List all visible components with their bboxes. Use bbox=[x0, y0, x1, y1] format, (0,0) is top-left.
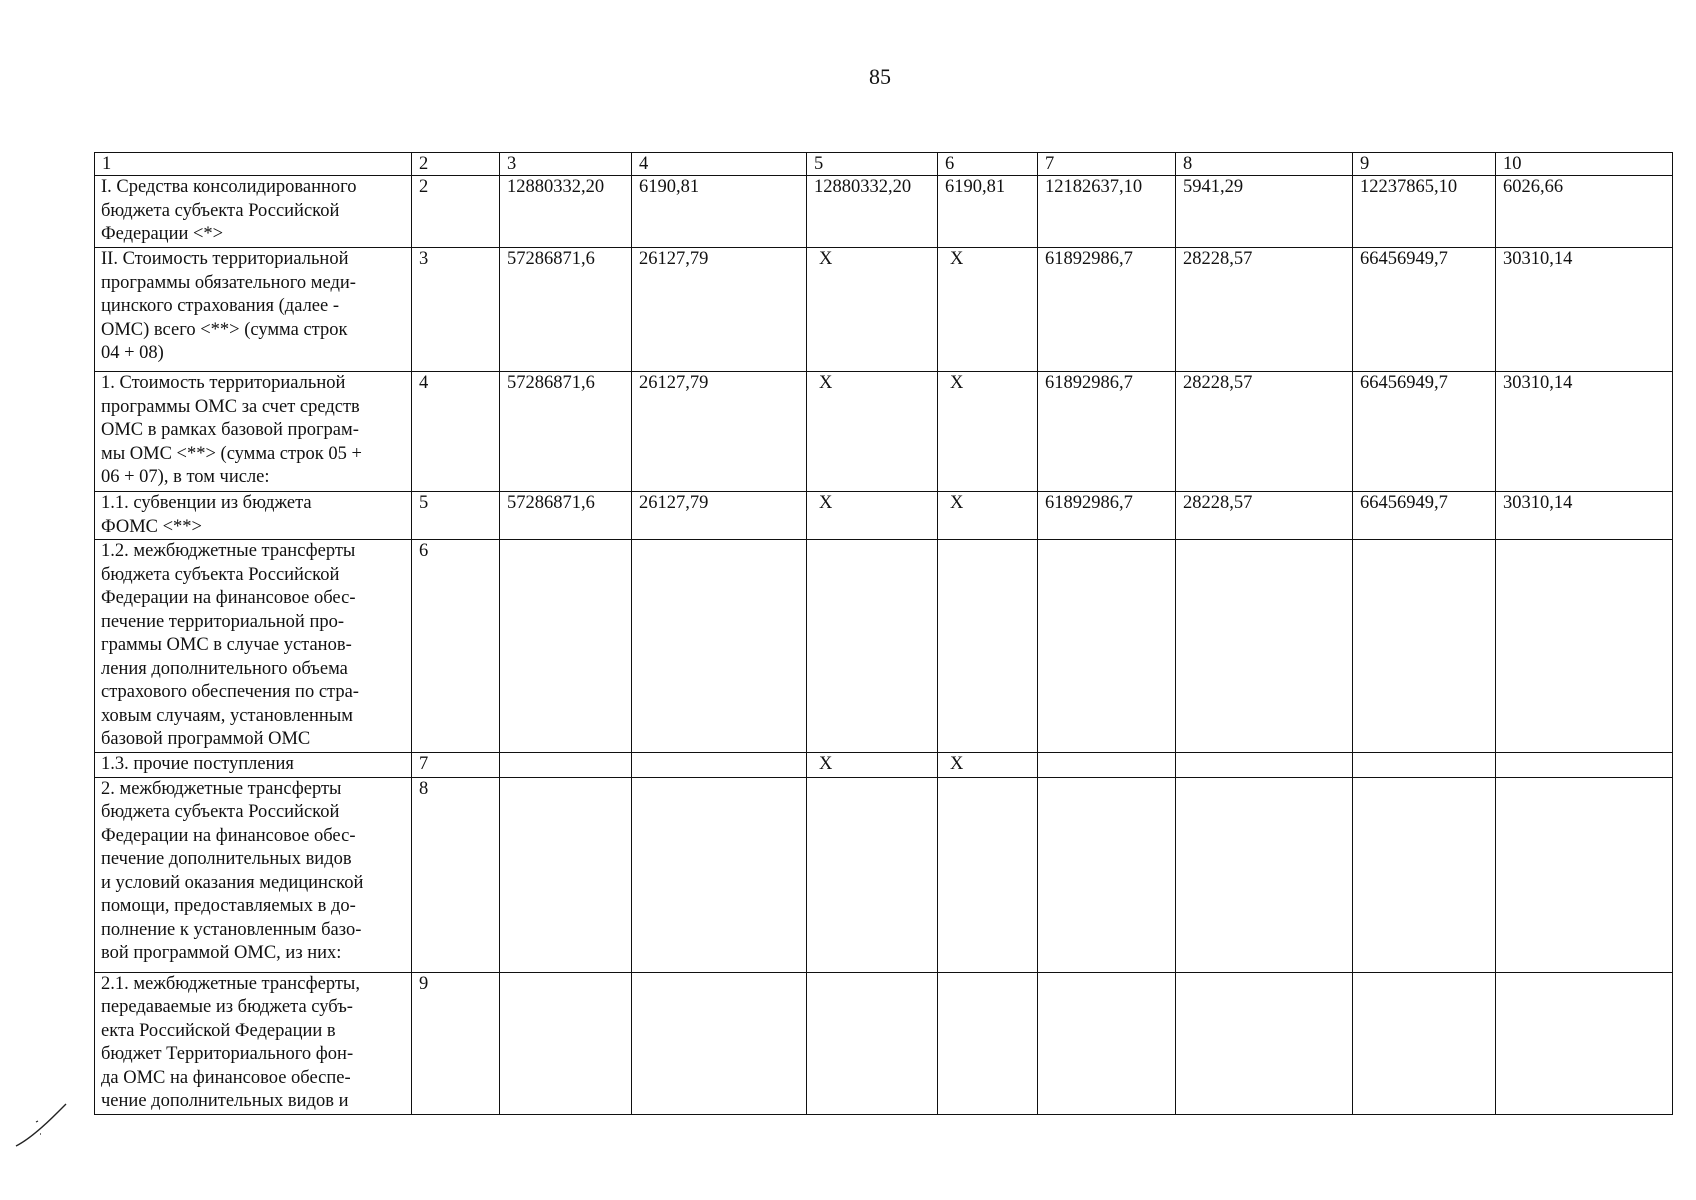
row-code: 2 bbox=[412, 176, 500, 248]
table-cell: Х bbox=[807, 753, 938, 778]
table-cell: 26127,79 bbox=[632, 248, 807, 372]
table-cell bbox=[632, 753, 807, 778]
table-row bbox=[95, 176, 1673, 248]
table-cell bbox=[1038, 753, 1176, 778]
row-label: I. Средства консолидированного бюджета субъекта Российской Федерации <*> bbox=[95, 176, 412, 248]
table-cell: 26127,79 bbox=[632, 372, 807, 492]
table-cell: 61892986,7 bbox=[1038, 492, 1176, 540]
row-label: 2. межбюджетные трансферты бюджета субъекта Российской Федерации на финансовое обес- печение дополнительных видов и условий оказания медицинской помощи, предоставляемых в до- полнение к установленным базо- вой программой ОМС, из них: bbox=[95, 777, 412, 972]
table-cell bbox=[938, 972, 1038, 1114]
column-number: 2 bbox=[412, 153, 500, 176]
table-cell: 6190,81 bbox=[938, 176, 1038, 248]
table-cell bbox=[1176, 777, 1353, 972]
table-cell: 6026,66 bbox=[1496, 176, 1673, 248]
table-row bbox=[95, 492, 1673, 540]
table-cell bbox=[1496, 753, 1673, 778]
table-cell: Х bbox=[938, 492, 1038, 540]
table-cell: 66456949,7 bbox=[1353, 248, 1496, 372]
pen-mark-scribble bbox=[14, 1098, 74, 1150]
table-row bbox=[95, 972, 1673, 1114]
table-cell bbox=[807, 972, 938, 1114]
table-cell: Х bbox=[807, 492, 938, 540]
table-cell: 12880332,20 bbox=[807, 176, 938, 248]
table-header-row bbox=[95, 153, 1673, 176]
row-label: 1. Стоимость территориальной программы ОМС за счет средств ОМС в рамках базовой програм- мы ОМС <**> (сумма строк 05 + 06 + 07), в том числе: bbox=[95, 372, 412, 492]
table-cell: 12237865,10 bbox=[1353, 176, 1496, 248]
table-cell bbox=[1353, 777, 1496, 972]
table-cell bbox=[500, 972, 632, 1114]
row-label: 1.3. прочие поступления bbox=[95, 753, 412, 778]
table-cell: 12182637,10 bbox=[1038, 176, 1176, 248]
table-cell: Х bbox=[807, 248, 938, 372]
table-cell: 30310,14 bbox=[1496, 248, 1673, 372]
table-cell: Х bbox=[938, 248, 1038, 372]
row-label: 1.1. субвенции из бюджета ФОМС <**> bbox=[95, 492, 412, 540]
table-cell bbox=[1353, 972, 1496, 1114]
column-number: 10 bbox=[1496, 153, 1673, 176]
row-label: 1.2. межбюджетные трансферты бюджета субъекта Российской Федерации на финансовое обес- печение территориальной про- граммы ОМС в случае установ- ления дополнительного объема страхового обеспечения по стра- ховым случаям, установленным базовой программой ОМС bbox=[95, 540, 412, 753]
table-cell: 57286871,6 bbox=[500, 492, 632, 540]
table-cell bbox=[500, 753, 632, 778]
table-cell bbox=[1353, 540, 1496, 753]
table-cell bbox=[1038, 777, 1176, 972]
table-cell: 30310,14 bbox=[1496, 492, 1673, 540]
row-code: 9 bbox=[412, 972, 500, 1114]
table-body bbox=[95, 153, 1673, 1115]
column-number: 5 bbox=[807, 153, 938, 176]
table-cell: 26127,79 bbox=[632, 492, 807, 540]
table-cell bbox=[938, 777, 1038, 972]
table-cell bbox=[1176, 540, 1353, 753]
table-cell bbox=[500, 777, 632, 972]
table-cell: Х bbox=[807, 372, 938, 492]
table-cell bbox=[1353, 753, 1496, 778]
row-code: 4 bbox=[412, 372, 500, 492]
table-cell bbox=[1176, 972, 1353, 1114]
table-cell bbox=[1038, 540, 1176, 753]
financing-table bbox=[94, 152, 1673, 1115]
column-number: 7 bbox=[1038, 153, 1176, 176]
table-row bbox=[95, 248, 1673, 372]
table-cell: 28228,57 bbox=[1176, 372, 1353, 492]
table-cell: 5941,29 bbox=[1176, 176, 1353, 248]
table-cell bbox=[1038, 972, 1176, 1114]
table-cell bbox=[807, 540, 938, 753]
row-code: 5 bbox=[412, 492, 500, 540]
column-number: 3 bbox=[500, 153, 632, 176]
table-row bbox=[95, 540, 1673, 753]
row-label: II. Стоимость территориальной программы обязательного меди- цинского страхования (далее - ОМС) всего <**> (сумма строк 04 + 08) bbox=[95, 248, 412, 372]
table-cell bbox=[807, 777, 938, 972]
table-cell: 30310,14 bbox=[1496, 372, 1673, 492]
table-cell bbox=[1176, 753, 1353, 778]
table-row bbox=[95, 372, 1673, 492]
row-label: 2.1. межбюджетные трансферты, передаваемые из бюджета субъ- екта Российской Федерации в бюджет Территориального фон- да ОМС на финансовое обеспе- чение дополнительных видов и bbox=[95, 972, 412, 1114]
column-number: 6 bbox=[938, 153, 1038, 176]
table-cell bbox=[1496, 972, 1673, 1114]
table-cell: 28228,57 bbox=[1176, 492, 1353, 540]
table-cell: 61892986,7 bbox=[1038, 248, 1176, 372]
row-code: 8 bbox=[412, 777, 500, 972]
table-row bbox=[95, 753, 1673, 778]
table-cell bbox=[632, 540, 807, 753]
table-cell bbox=[1496, 540, 1673, 753]
table-cell: Х bbox=[938, 753, 1038, 778]
column-number: 8 bbox=[1176, 153, 1353, 176]
row-code: 3 bbox=[412, 248, 500, 372]
table-cell: Х bbox=[938, 372, 1038, 492]
table-cell bbox=[500, 540, 632, 753]
table-cell bbox=[938, 540, 1038, 753]
row-code: 7 bbox=[412, 753, 500, 778]
table-cell: 57286871,6 bbox=[500, 248, 632, 372]
table-cell bbox=[1496, 777, 1673, 972]
table-cell: 6190,81 bbox=[632, 176, 807, 248]
page-number: 85 bbox=[869, 64, 891, 89]
table-cell: 61892986,7 bbox=[1038, 372, 1176, 492]
table-cell: 28228,57 bbox=[1176, 248, 1353, 372]
column-number: 1 bbox=[95, 153, 412, 176]
column-number: 9 bbox=[1353, 153, 1496, 176]
table-cell: 66456949,7 bbox=[1353, 372, 1496, 492]
row-code: 6 bbox=[412, 540, 500, 753]
table-cell: 12880332,20 bbox=[500, 176, 632, 248]
table-cell: 66456949,7 bbox=[1353, 492, 1496, 540]
table-cell bbox=[632, 972, 807, 1114]
table-cell: 57286871,6 bbox=[500, 372, 632, 492]
table-row bbox=[95, 777, 1673, 972]
column-number: 4 bbox=[632, 153, 807, 176]
table-cell bbox=[632, 777, 807, 972]
